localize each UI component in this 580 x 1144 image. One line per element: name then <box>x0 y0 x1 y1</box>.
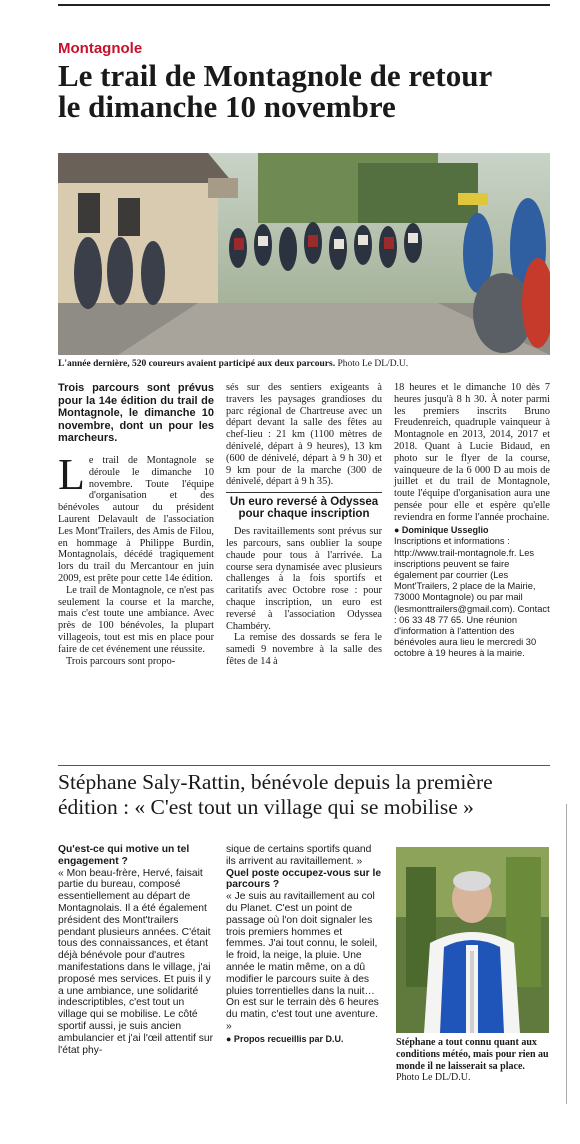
question-2: Quel poste occupez-vous sur le parcours ? <box>226 867 382 891</box>
col1-paragraph-2: Le trail de Montagnole, ce n'est pas seulement la course et la marche, mais c'est toute une ambiance. Avec près de 100 bénévoles, la plupart villageois, tout est mis en place pour faire de cet événement une réussite. <box>58 584 214 655</box>
col1-paragraph-3: Trois parcours sont propo- <box>66 655 176 667</box>
col2-paragraph-1: sés sur des sentiers exigeants à travers les paysages grandioses du parc régional de Chartreuse avec un départ devant la salle des fêtes au chef-lieu : 21 km (1100 mètres de dénivelé, départ à 9 heures), 13 km (600 de dénivelé, départ à 9 h 30) et 9 km pour de la marche (300 de dénivelé, départ à 9 h 35). <box>226 382 382 488</box>
col3-paragraph-1: 18 heures et le dimanche 10 dès 7 heures jusqu'à 8 h 30. À noter parmi les premiers inscrits Bruno Freudenreich, quadruple vainqueur à Montagnole en 2013, 2014, 2017 et 2018. Quant à Lucie Bidaud, en photo sur le flyer de la course, vainqueure de la 6 000 D au mois de juillet et du trail de Montagnole, toute l'équipe d'organisation aura une pensée pour elle et espère qu'elle reviendra en forme l'année prochaine. <box>394 382 550 523</box>
col2-paragraph-2: Des ravitaillements sont prévus sur les parcours, sans oublier la soupe chaude pour tous à l'arrivée. La course sera dynamisée avec plusieurs challenges à la fois sportifs et caritatifs avec Octobre rose : pour chaque inscription, un euro est reversé à l'association Odyssea Chambéry. <box>226 526 382 632</box>
interview-title <box>58 770 558 820</box>
section-divider <box>58 765 550 766</box>
intertitle: Un euro reversé à Odyssea pour chaque inscription <box>226 492 382 520</box>
portrait-credit: Photo Le DL/D.U. <box>396 1072 471 1084</box>
article-column-2 <box>226 382 382 668</box>
headline-line-1: Le trail de Montagnole de retour <box>58 58 493 93</box>
adjacent-page-edge <box>566 804 580 1104</box>
info-box: Inscriptions et informations : http://www.trail-montagnole.fr. Les inscriptions peuvent se faire également par courrier (Les Mont'Trailers, 2 place de la Mairie, 73000 Montagnole) ou par mail (lesmonttrailers@gmail.com). Contact : 06 33 48 77 65. Une réunion d'information à l'attention des bénévoles aura lieu le mercredi 30 octobre à 19 heures à la mairie. <box>394 536 550 659</box>
headline-line-2: le dimanche 10 novembre <box>58 89 396 124</box>
article-chapo: Trois parcours sont prévus pour la 14e édition du trail de Montagnole, le dimanche 10 novembre, dont un pour les marcheurs. <box>58 382 214 445</box>
col1-paragraph-1: e trail de Montagnole se déroule le dimanche 10 novembre. Toute l'équipe d'organisation et des bénévoles autour du président Laurent Delavault de l'association Les Mont'Trailers, des Amis de Filou, en hommage à Philippe Burdin, Montagnolais, décédé tragiquement lors du trail du Mercantour en juin 2009, est prête pour cette 14e édition. <box>58 454 214 584</box>
race-start-photo <box>58 153 550 355</box>
answer-1-continued: sique de certains sportifs quand ils arrivent au ravitaillement. » <box>226 844 372 867</box>
article-column-3 <box>394 382 550 660</box>
interview-signature: ● Propos recueillis par D.U. <box>226 1033 344 1044</box>
article-headline <box>58 60 558 122</box>
interview-column-2 <box>226 844 382 1046</box>
rubric-label: Montagnole <box>58 40 143 57</box>
volunteer-portrait-photo <box>396 847 549 1033</box>
photo-caption-text: L'année dernière, 520 coureurs avaient participé aux deux parcours. <box>58 359 336 369</box>
interview-title-line-2: édition : « C'est tout un village qui se mobilise » <box>58 795 474 819</box>
article-column-1 <box>58 382 214 667</box>
interview-column-1 <box>58 844 214 1056</box>
portrait-caption-text: Stéphane a tout connu quant aux conditions météo, mais pour rien au monde il ne laisserait sa place. <box>396 1037 549 1072</box>
top-rule <box>58 4 550 6</box>
answer-2: « Je suis au ravitaillement au col du Planet. C'est un point de passage où l'on doit signaler les trois premiers hommes et femmes. J'ai tout connu, le soleil, le froid, la neige, la pluie. Une année le matin même, on a dû modifier le parcours suite à des pluies torrentielles dans la nuit… On est sur le terrain dès 6 heures du matin, c'est tout une aventure. » <box>226 891 379 1032</box>
article-signature: ● Dominique Usseglio <box>394 524 489 535</box>
drop-cap: L <box>58 449 85 499</box>
question-1: Qu'est-ce qui motive un tel engagement ? <box>58 844 190 867</box>
interview-title-line-1: Stéphane Saly-Rattin, bénévole depuis la première <box>58 770 493 794</box>
portrait-caption <box>396 1037 549 1084</box>
photo-credit: Photo Le DL/D.U. <box>337 359 409 369</box>
col2-paragraph-3: La remise des dossards se fera le samedi 9 novembre à la salle des fêtes de 14 à <box>226 632 382 667</box>
photo-caption <box>58 359 550 370</box>
answer-1: « Mon beau-frère, Hervé, faisait partie du bureau, composé essentiellement au départ de Montagnolais. Il a été également président des Mont'trailers pendant plusieurs années. C'était tous des connaissances, et étant déjà bénévole pour d'autres manifestations dans le village, j'ai proposé mes services. Et puis il y a une ambiance, une solidarité indescriptibles, c'est tout un village qui se mobilise. Le côté sportif aussi, je suis ancien ambulancier et j'ai l'œil attentif sur l'état phy- <box>58 867 214 1056</box>
